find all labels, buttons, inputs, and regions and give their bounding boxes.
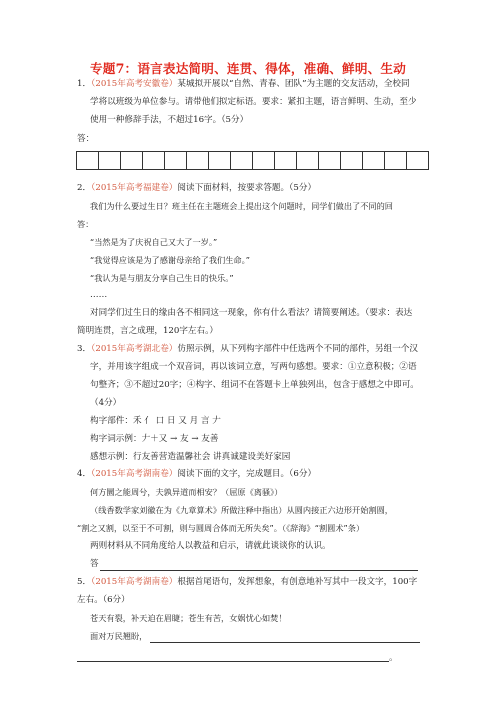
question-2-task-2: 简明连贯，言之成理，120字左右。） [77,326,219,336]
question-3-feeling: 感想示例：行友善营造温馨社会 讲真诚建设美好家园 [90,452,291,462]
question-1-answer-label: 答： [77,134,95,144]
question-2-material-6: …… [90,290,108,300]
question-4-line-1 [77,466,316,483]
question-4-number: 4． [77,469,92,479]
question-4-material-1: 何方圜之能周兮，夫孰异道而相安？（屈原《离骚》） [90,487,283,497]
grid-cell[interactable] [275,152,297,170]
grid-cell[interactable] [297,152,319,170]
question-1-line-3: 使用一种修辞手法，不超过16字。（5分） [90,115,249,125]
question-4-answer-label: 答 [90,559,99,569]
answer-grid[interactable] [76,151,429,170]
question-2-material-5: “我认为是与朋友分享自己生日的快乐。” [90,273,234,283]
question-3-source: （2015年高考湖北卷） [91,344,178,354]
grid-cell[interactable] [165,152,187,170]
grid-cell[interactable] [341,152,363,170]
grid-cell[interactable] [77,152,99,170]
question-3-line-1 [77,341,418,358]
question-2-line-1 [77,180,316,197]
question-1-line-2: 学将以班级为单位参与。请带他们拟定标语。要求：紧扣主题，语言鲜明、生动，至少 [90,97,417,107]
question-1-line-1 [77,76,410,93]
question-3-number: 3． [77,344,92,354]
question-5-line-1 [77,574,417,591]
question-1-text-1: 某城拟开展以“自然、青春、团队”为主题的交友活动，全校同 [177,79,410,89]
question-5-text-1: 根据首尾语句，发挥想象，有创意地补写其中一段文字，100字 [177,577,418,587]
question-5-answer-line-2[interactable] [77,661,389,662]
grid-cell[interactable] [187,152,209,170]
question-3-parts: 构字部件：禾 亻 口 日 又 月 言 𠂇 [90,416,221,426]
question-4-material-3: “割之又割，以至于不可割，则与圆周合体而无所失矣”。（《辞海》“割圆术”条） [77,523,365,533]
question-5-end-mark: 。 [389,653,398,663]
question-5-start-sentence: 苍天有裂，补天迫在眉睫；苍生有苦，女娲忧心如焚！ [90,613,287,623]
question-2-source: （2015年高考福建卷） [91,183,178,193]
grid-cell[interactable] [209,152,231,170]
question-2-material-3: “当然是为了庆祝自己又大了一岁。” [90,237,218,247]
grid-cell[interactable] [385,152,407,170]
grid-cell[interactable] [319,152,341,170]
grid-cell[interactable] [121,152,143,170]
question-5-number: 5． [77,577,92,587]
question-4-task: 两则材料从不同角度给人以教益和启示，请就此谈谈你的认识。 [90,541,331,551]
question-2-material-1: 我们为什么要过生日？班主任在主题班会上提出这个问题时，同学们做出了不同的回 [90,201,393,211]
question-2-material-4: “我觉得应该是为了感谢母亲给了我们生命。” [90,255,250,265]
grid-cell[interactable] [143,152,165,170]
question-3-line-2: 字，并用该字组成一个双音词，再以该词立意，写两句感想。要求：①立意积极；②语 [90,362,417,372]
question-3-line-3: 句整齐；③不超过20字；④构字、组词不在答题卡上单独列出，包含于感想之中即可。 [90,380,419,390]
grid-cell[interactable] [253,152,275,170]
grid-cell[interactable] [231,152,253,170]
question-3-text-1: 仿照示例，从下列构字部件中任选两个不同的部件，另组一个汉 [177,344,419,354]
grid-cell[interactable] [99,152,121,170]
question-5-source: （2015年高考湖南卷） [91,577,178,587]
question-2-intro: 阅读下面材料，按要求答题。（5分） [177,183,317,193]
question-4-intro: 阅读下面的文字，完成题目。（6分） [177,469,317,479]
question-4-answer-line[interactable] [100,570,418,571]
question-3-example: 构字词示例：𠂇＋又 → 友 → 友善 [90,434,219,444]
question-1-number: 1． [77,79,92,89]
question-2-task-1: 对同学们过生日的缘由各不相同这一现象，你有什么看法？请简要阐述。（要求：表达 [90,308,413,318]
question-2-number: 2． [77,183,92,193]
page-title: 专题7：语言表达简明、连贯、得体，准确、鲜明、生动 [89,61,406,76]
question-1-source: （2015年高考安徽卷） [91,79,178,89]
question-4-source: （2015年高考湖南卷） [91,469,178,479]
question-4-material-2: （线香数学家刘徽在为《九章算术》所做注释中指出）从圆内接正六边形开始割圆， [90,505,393,515]
question-5-answer-line-1[interactable] [150,642,420,643]
question-5-continue: 面对万民翘盼， [90,631,148,641]
question-3-line-4: （4分） [90,398,122,408]
question-2-material-2: 答： [77,219,94,229]
grid-cell[interactable] [407,152,429,170]
question-5-line-2: 左右。（6分） [77,595,130,605]
grid-cell[interactable] [363,152,385,170]
